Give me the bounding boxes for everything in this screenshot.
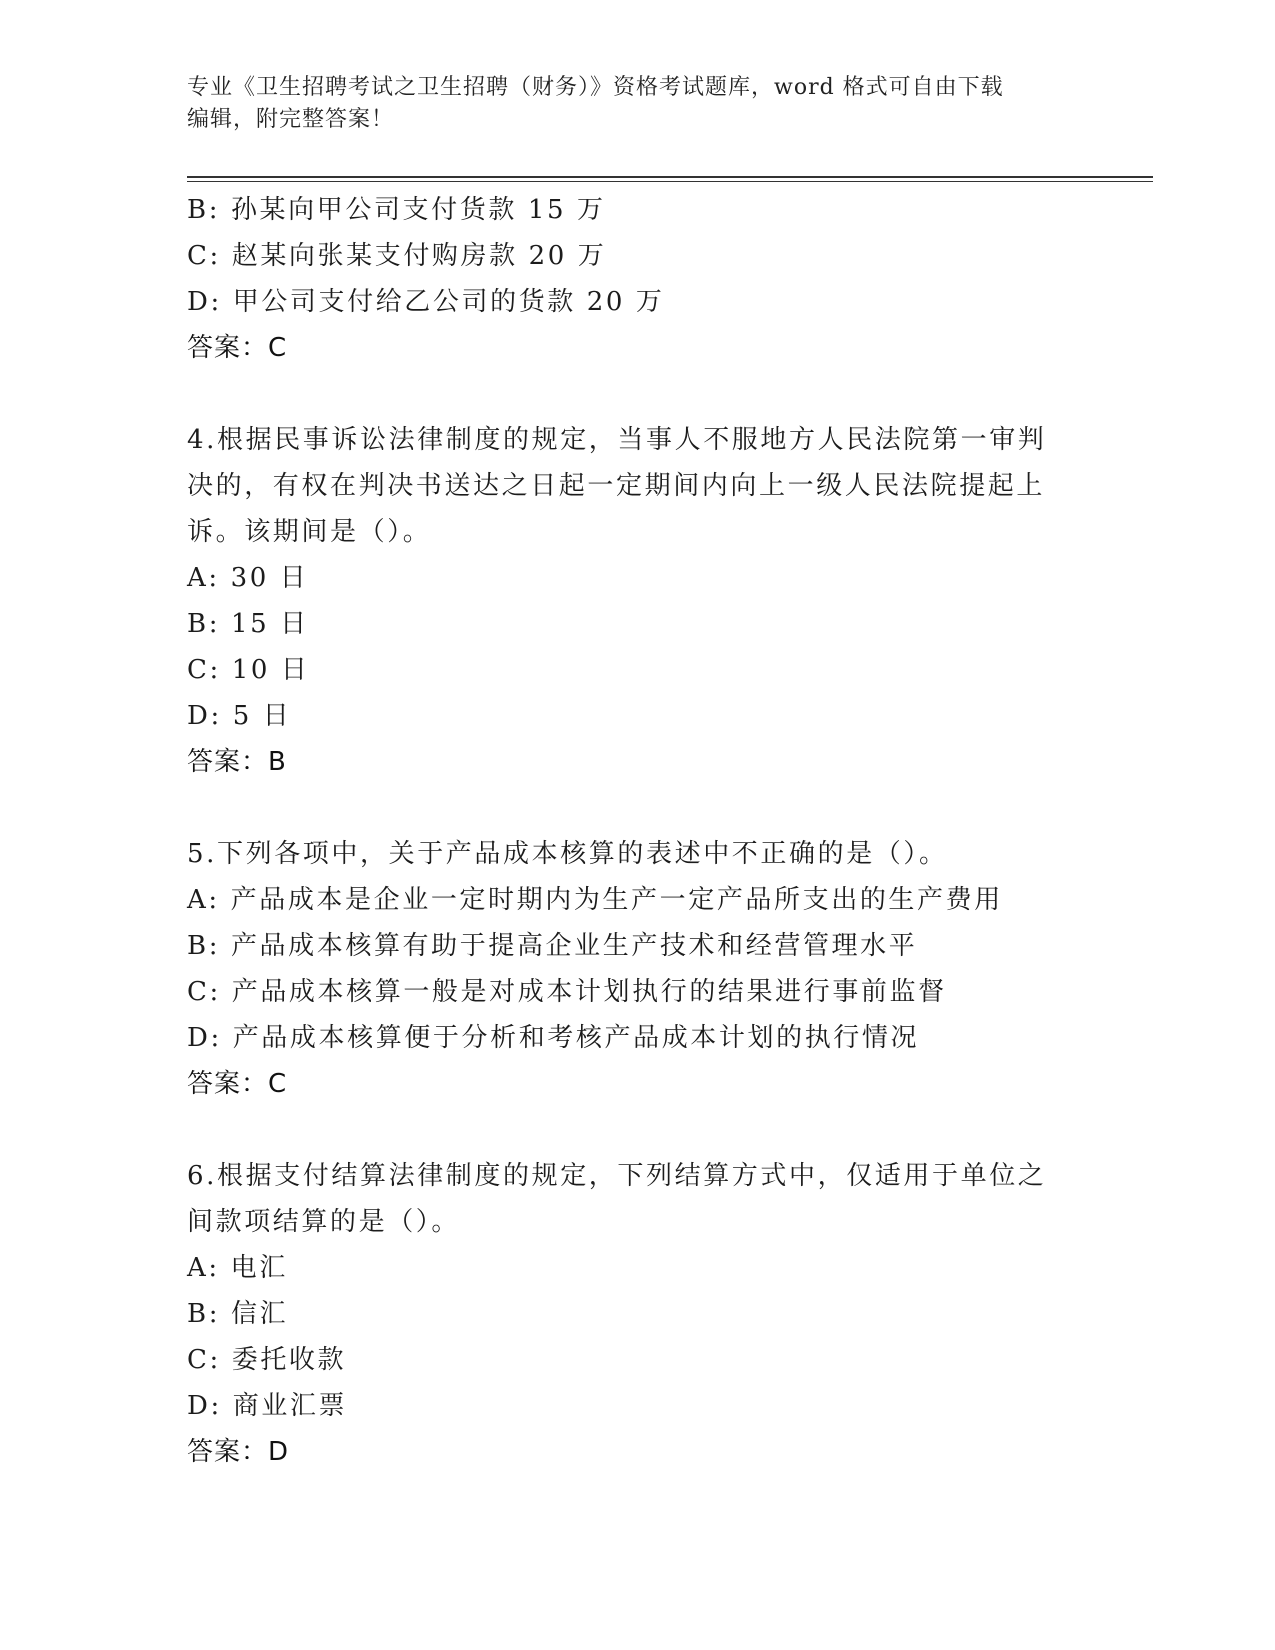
- header-divider-thin: [187, 181, 1153, 182]
- option-text: 产品成本核算便于分析和考核产品成本计划的执行情况: [232, 1023, 920, 1053]
- option-text: 5 日: [232, 701, 292, 731]
- document-header: [187, 72, 1067, 136]
- option-d: [187, 1383, 1067, 1429]
- question-text-line: 决的，有权在判决书送达之日起一定期间内向上一级人民法院提起上: [187, 471, 1046, 501]
- option-letter: C:: [187, 1345, 221, 1375]
- option-c: [187, 1337, 1067, 1383]
- partial-question: [187, 187, 1067, 371]
- option-text: 商业汇票: [232, 1391, 348, 1421]
- option-b: [187, 601, 1067, 647]
- option-letter: C:: [187, 655, 221, 685]
- question-text-line: 6.根据支付结算法律制度的规定，下列结算方式中，仅适用于单位之: [187, 1161, 1047, 1191]
- option-letter: C:: [187, 977, 221, 1007]
- option-letter: A:: [187, 885, 220, 915]
- option-letter: D:: [187, 287, 222, 317]
- question-text-line: 4.根据民事诉讼法律制度的规定，当事人不服地方人民法院第一审判: [187, 425, 1047, 455]
- option-c: [187, 233, 1067, 279]
- option-c: [187, 969, 1067, 1015]
- header-divider-thick: [187, 176, 1153, 178]
- option-letter: A:: [187, 563, 220, 593]
- option-a: [187, 555, 1067, 601]
- option-letter: B:: [187, 1299, 221, 1329]
- question-text-line: 诉。该期间是（）。: [187, 517, 432, 547]
- answer-line: 答案：B: [187, 747, 287, 777]
- option-letter: B:: [187, 609, 221, 639]
- option-letter: D:: [187, 701, 222, 731]
- option-text: 信汇: [230, 1299, 289, 1329]
- question-6: [187, 1153, 1067, 1475]
- option-text: 孙某向甲公司支付货款 15 万: [230, 195, 606, 225]
- spacer: [187, 1107, 1067, 1153]
- option-letter: B:: [187, 195, 221, 225]
- answer-line: 答案：C: [187, 1069, 288, 1099]
- question-list: [187, 187, 1067, 1475]
- question-5: [187, 831, 1067, 1107]
- option-text: 电汇: [230, 1253, 288, 1283]
- option-text: 产品成本核算有助于提高企业生产技术和经营管理水平: [230, 931, 918, 961]
- spacer: [187, 785, 1067, 831]
- option-text: 10 日: [231, 655, 310, 685]
- option-letter: B:: [187, 931, 221, 961]
- option-letter: D:: [187, 1391, 222, 1421]
- option-d: [187, 693, 1067, 739]
- option-d: [187, 279, 1067, 325]
- option-b: [187, 187, 1067, 233]
- option-d: [187, 1015, 1067, 1061]
- option-letter: D:: [187, 1023, 222, 1053]
- option-text: 产品成本是企业一定时期内为生产一定产品所支出的生产费用: [230, 885, 1003, 915]
- option-text: 30 日: [230, 563, 309, 593]
- question-4: [187, 417, 1067, 785]
- option-text: 委托收款: [231, 1345, 347, 1375]
- answer-line: 答案：C: [187, 333, 288, 363]
- header-line-1: 专业《卫生招聘考试之卫生招聘（财务）》资格考试题库，word 格式可自由下载: [187, 75, 1004, 100]
- option-text: 产品成本核算一般是对成本计划执行的结果进行事前监督: [231, 977, 947, 1007]
- option-b: [187, 1291, 1067, 1337]
- header-line-2: 编辑，附完整答案！: [187, 107, 395, 132]
- option-b: [187, 923, 1067, 969]
- option-text: 甲公司支付给乙公司的货款 20 万: [232, 287, 665, 317]
- option-letter: A:: [187, 1253, 220, 1283]
- question-text-line: 5.下列各项中，关于产品成本核算的表述中不正确的是（）。: [187, 839, 948, 869]
- option-letter: C:: [187, 241, 221, 271]
- option-a: [187, 1245, 1067, 1291]
- option-text: 赵某向张某支付购房款 20 万: [231, 241, 607, 271]
- option-a: [187, 877, 1067, 923]
- question-text-line: 间款项结算的是（）。: [187, 1207, 461, 1237]
- answer-line: 答案：D: [187, 1437, 290, 1467]
- option-text: 15 日: [230, 609, 309, 639]
- spacer: [187, 371, 1067, 417]
- option-c: [187, 647, 1067, 693]
